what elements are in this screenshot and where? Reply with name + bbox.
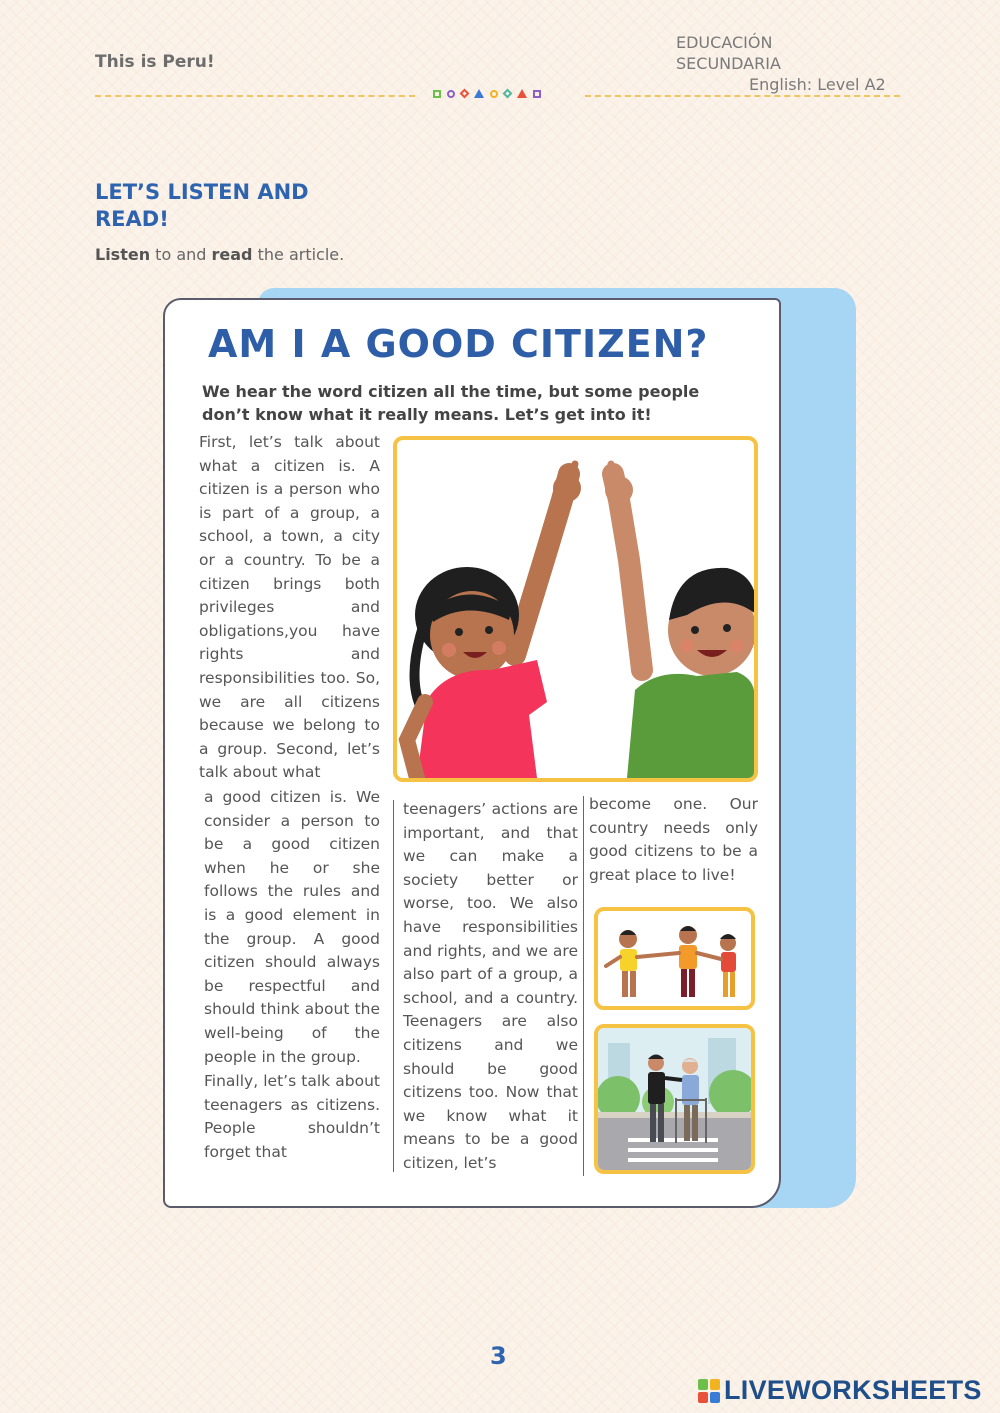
diamond-icon bbox=[460, 89, 470, 99]
instruction bbox=[95, 245, 344, 264]
page-number: 3 bbox=[490, 1342, 507, 1370]
article-title: AM I A GOOD CITIZEN? bbox=[208, 322, 709, 366]
article-column-3: become one. Our country needs only good citizens to be a great place to live! bbox=[589, 795, 758, 884]
header-line-2: SECUNDARIA bbox=[676, 54, 781, 73]
instruction-read: read bbox=[211, 245, 253, 264]
section-title-line-1: LET’S LISTEN AND bbox=[95, 180, 309, 204]
kids-pointing-illustration bbox=[393, 436, 758, 782]
article-column-2: teenagers’ actions are important, and that we can make a society better or worse, too. We also have responsibilities and rights, and we are also part of a group, a school, and a country. Teenagers are also citizens and we should be good citizens too. Now that we know what it means to be a good citizen, let’s bbox=[403, 800, 578, 1172]
article-column-1-bottom: Finally, let’s talk about teenagers as citizens. People shouldn’t forget that bbox=[204, 1072, 380, 1161]
square-icon bbox=[433, 90, 441, 98]
helping-elder-illustration bbox=[594, 1024, 755, 1174]
article-intro: We hear the word citizen all the time, but some people don’t know what it really means. Let’s get into it! bbox=[202, 382, 700, 424]
kids-holding-hands-illustration bbox=[594, 907, 755, 1010]
triangle-icon bbox=[474, 89, 484, 98]
triangle-icon bbox=[517, 89, 527, 98]
header-line-1: EDUCACIÓN bbox=[676, 33, 773, 52]
circle-icon bbox=[490, 90, 498, 98]
column-divider-2 bbox=[583, 796, 584, 1176]
header-info bbox=[676, 32, 886, 95]
book-title: This is Peru! bbox=[95, 52, 215, 72]
instruction-end: the article. bbox=[252, 245, 345, 264]
square-icon bbox=[533, 90, 541, 98]
liveworksheets-wordmark: LIVEWORKSHEETS bbox=[724, 1375, 982, 1405]
column-divider-1 bbox=[393, 800, 394, 1172]
circle-icon bbox=[447, 90, 455, 98]
header-level: English: Level A2 bbox=[749, 75, 886, 94]
liveworksheets-logo-icon bbox=[698, 1379, 720, 1403]
kids-holding-hands-image bbox=[598, 911, 751, 1006]
instruction-mid: to and bbox=[150, 245, 212, 264]
section-title-line-2: READ! bbox=[95, 207, 169, 231]
decorative-shapes bbox=[433, 89, 541, 98]
section-title bbox=[95, 179, 309, 233]
diamond-icon bbox=[503, 89, 513, 99]
header-divider-right bbox=[585, 95, 900, 97]
article-column-1-middle: a good citizen is. We consider a person to be a good citizen when he or she follows the rules and is a good element in the group. A good citizen should always be respectful and should think about the well-being of the people in the group. bbox=[204, 788, 380, 1066]
article-column-1-top: First, let’s talk about what a citizen is. A citizen is a person who is part of a group, a school, a town, a city or a country. To be a citizen brings both privileges and obligations,you have rights and responsibilities too. So, we are all citizens because we belong to a group. Second, let’s talk about what bbox=[199, 433, 380, 782]
header-divider-left bbox=[95, 95, 415, 97]
instruction-listen: Listen bbox=[95, 245, 151, 264]
liveworksheets-brand bbox=[698, 1375, 982, 1406]
kids-pointing-image bbox=[397, 440, 754, 778]
helping-elder-image bbox=[598, 1028, 751, 1170]
